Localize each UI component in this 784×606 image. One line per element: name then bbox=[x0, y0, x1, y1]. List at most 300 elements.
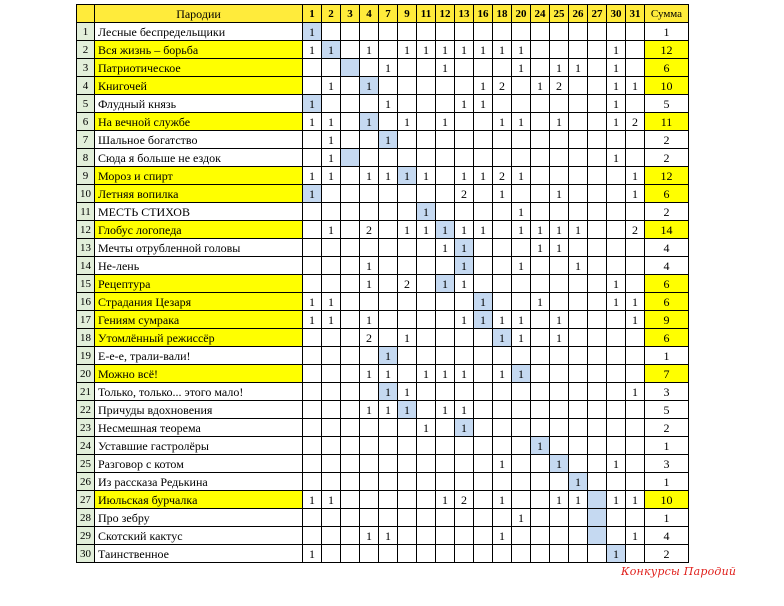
vote-cell bbox=[493, 23, 512, 41]
vote-cell: 1 bbox=[512, 329, 531, 347]
vote-cell: 1 bbox=[436, 365, 455, 383]
vote-cell bbox=[607, 473, 626, 491]
table-row bbox=[77, 221, 689, 239]
vote-cell: 1 bbox=[626, 293, 645, 311]
vote-cell bbox=[569, 365, 588, 383]
vote-cell bbox=[512, 455, 531, 473]
vote-cell: 1 bbox=[474, 95, 493, 113]
vote-cell bbox=[341, 419, 360, 437]
vote-cell: 1 bbox=[455, 239, 474, 257]
vote-cell: 1 bbox=[607, 149, 626, 167]
header-judge: 16 bbox=[474, 5, 493, 23]
vote-cell: 1 bbox=[417, 41, 436, 59]
vote-cell bbox=[512, 545, 531, 563]
vote-cell bbox=[322, 239, 341, 257]
vote-cell bbox=[455, 473, 474, 491]
vote-cell: 1 bbox=[493, 41, 512, 59]
vote-cell bbox=[512, 491, 531, 509]
vote-cell: 1 bbox=[303, 293, 322, 311]
vote-cell: 1 bbox=[474, 293, 493, 311]
vote-cell bbox=[588, 167, 607, 185]
vote-cell: 1 bbox=[512, 41, 531, 59]
table-row bbox=[77, 23, 689, 41]
vote-cell: 1 bbox=[303, 311, 322, 329]
vote-cell bbox=[626, 239, 645, 257]
vote-cell bbox=[398, 527, 417, 545]
table-row bbox=[77, 347, 689, 365]
table-row bbox=[77, 257, 689, 275]
table-row bbox=[77, 419, 689, 437]
row-sum: 2 bbox=[645, 149, 689, 167]
vote-cell bbox=[550, 545, 569, 563]
vote-cell bbox=[493, 401, 512, 419]
vote-cell bbox=[436, 473, 455, 491]
vote-cell bbox=[379, 221, 398, 239]
vote-cell: 1 bbox=[303, 491, 322, 509]
vote-cell bbox=[417, 473, 436, 491]
row-sum: 1 bbox=[645, 23, 689, 41]
vote-cell: 1 bbox=[493, 527, 512, 545]
parody-title: Можно всё! bbox=[95, 365, 303, 383]
vote-cell bbox=[569, 383, 588, 401]
vote-cell: 2 bbox=[360, 221, 379, 239]
vote-cell: 1 bbox=[360, 401, 379, 419]
vote-cell bbox=[588, 329, 607, 347]
vote-cell: 2 bbox=[360, 329, 379, 347]
vote-cell bbox=[303, 221, 322, 239]
vote-cell bbox=[531, 455, 550, 473]
vote-cell bbox=[322, 419, 341, 437]
vote-cell bbox=[531, 185, 550, 203]
vote-cell bbox=[303, 329, 322, 347]
vote-cell: 1 bbox=[322, 293, 341, 311]
vote-cell: 1 bbox=[303, 185, 322, 203]
vote-cell bbox=[569, 347, 588, 365]
vote-cell bbox=[379, 113, 398, 131]
vote-cell: 1 bbox=[360, 275, 379, 293]
header-judge: 24 bbox=[531, 5, 550, 23]
vote-cell bbox=[531, 23, 550, 41]
vote-cell bbox=[550, 149, 569, 167]
vote-cell: 1 bbox=[607, 275, 626, 293]
vote-cell bbox=[569, 419, 588, 437]
parody-title: Про зебру bbox=[95, 509, 303, 527]
vote-cell bbox=[531, 95, 550, 113]
vote-cell bbox=[512, 401, 531, 419]
vote-cell: 1 bbox=[303, 167, 322, 185]
parody-title: Страдания Цезаря bbox=[95, 293, 303, 311]
vote-cell bbox=[493, 149, 512, 167]
vote-cell bbox=[455, 437, 474, 455]
vote-cell bbox=[588, 239, 607, 257]
vote-cell: 1 bbox=[474, 221, 493, 239]
vote-cell: 1 bbox=[550, 59, 569, 77]
vote-cell: 1 bbox=[360, 365, 379, 383]
vote-cell bbox=[588, 41, 607, 59]
parody-title: Гениям сумрака bbox=[95, 311, 303, 329]
parody-title: На вечной службе bbox=[95, 113, 303, 131]
vote-cell bbox=[417, 113, 436, 131]
vote-cell bbox=[360, 203, 379, 221]
vote-cell bbox=[436, 203, 455, 221]
vote-cell bbox=[398, 491, 417, 509]
row-number: 5 bbox=[77, 95, 95, 113]
vote-cell bbox=[341, 149, 360, 167]
vote-cell bbox=[322, 527, 341, 545]
vote-cell bbox=[493, 257, 512, 275]
vote-cell: 1 bbox=[626, 185, 645, 203]
vote-cell bbox=[626, 401, 645, 419]
vote-cell bbox=[360, 293, 379, 311]
vote-cell: 1 bbox=[474, 41, 493, 59]
vote-cell bbox=[474, 401, 493, 419]
vote-cell bbox=[531, 401, 550, 419]
vote-cell bbox=[569, 131, 588, 149]
vote-cell bbox=[417, 59, 436, 77]
vote-cell bbox=[626, 329, 645, 347]
vote-cell bbox=[550, 41, 569, 59]
parody-title: Летняя вопилка bbox=[95, 185, 303, 203]
vote-cell bbox=[607, 131, 626, 149]
vote-cell: 1 bbox=[417, 419, 436, 437]
row-sum: 1 bbox=[645, 437, 689, 455]
vote-cell bbox=[303, 257, 322, 275]
vote-cell bbox=[455, 77, 474, 95]
vote-cell bbox=[531, 113, 550, 131]
vote-cell bbox=[379, 545, 398, 563]
signature-watermark: Конкурсы Пародий bbox=[621, 565, 737, 578]
vote-cell bbox=[550, 365, 569, 383]
vote-cell bbox=[607, 401, 626, 419]
vote-cell bbox=[531, 545, 550, 563]
parody-title: Е-е-е, трали-вали! bbox=[95, 347, 303, 365]
vote-cell bbox=[588, 347, 607, 365]
vote-cell bbox=[474, 527, 493, 545]
row-sum: 11 bbox=[645, 113, 689, 131]
header-judge: 20 bbox=[512, 5, 531, 23]
vote-cell bbox=[341, 59, 360, 77]
vote-cell: 1 bbox=[512, 311, 531, 329]
vote-cell bbox=[398, 419, 417, 437]
vote-cell bbox=[360, 455, 379, 473]
vote-cell bbox=[341, 95, 360, 113]
row-sum: 6 bbox=[645, 293, 689, 311]
vote-cell bbox=[474, 545, 493, 563]
header-judge: 30 bbox=[607, 5, 626, 23]
header-judge: 31 bbox=[626, 5, 645, 23]
vote-cell bbox=[607, 311, 626, 329]
header-judge: 25 bbox=[550, 5, 569, 23]
table-row bbox=[77, 509, 689, 527]
vote-cell: 1 bbox=[303, 95, 322, 113]
vote-cell bbox=[455, 383, 474, 401]
vote-cell bbox=[436, 185, 455, 203]
vote-cell bbox=[322, 347, 341, 365]
vote-cell bbox=[493, 419, 512, 437]
vote-cell bbox=[436, 293, 455, 311]
vote-cell: 1 bbox=[455, 167, 474, 185]
vote-cell bbox=[569, 437, 588, 455]
vote-cell bbox=[417, 545, 436, 563]
vote-cell bbox=[607, 239, 626, 257]
parody-title: Лесные беспредельщики bbox=[95, 23, 303, 41]
vote-cell: 1 bbox=[379, 527, 398, 545]
vote-cell bbox=[531, 131, 550, 149]
parody-title: Книгочей bbox=[95, 77, 303, 95]
vote-cell: 2 bbox=[493, 167, 512, 185]
vote-cell bbox=[588, 149, 607, 167]
row-number: 10 bbox=[77, 185, 95, 203]
vote-cell bbox=[379, 203, 398, 221]
vote-cell bbox=[531, 365, 550, 383]
vote-cell bbox=[474, 347, 493, 365]
vote-cell bbox=[626, 149, 645, 167]
vote-cell bbox=[303, 509, 322, 527]
vote-cell bbox=[417, 275, 436, 293]
vote-cell bbox=[303, 437, 322, 455]
vote-cell bbox=[379, 77, 398, 95]
vote-cell bbox=[360, 419, 379, 437]
vote-cell bbox=[436, 167, 455, 185]
vote-cell bbox=[531, 149, 550, 167]
vote-cell: 1 bbox=[455, 365, 474, 383]
vote-cell bbox=[588, 221, 607, 239]
vote-cell bbox=[569, 545, 588, 563]
vote-cell: 1 bbox=[360, 257, 379, 275]
vote-cell bbox=[493, 203, 512, 221]
vote-cell bbox=[512, 149, 531, 167]
vote-cell: 2 bbox=[626, 113, 645, 131]
vote-cell: 1 bbox=[569, 473, 588, 491]
vote-cell bbox=[341, 23, 360, 41]
vote-cell bbox=[512, 473, 531, 491]
table-row bbox=[77, 383, 689, 401]
vote-cell bbox=[512, 293, 531, 311]
vote-cell: 1 bbox=[550, 113, 569, 131]
vote-cell bbox=[493, 95, 512, 113]
row-number: 29 bbox=[77, 527, 95, 545]
vote-cell: 1 bbox=[607, 491, 626, 509]
vote-cell bbox=[588, 185, 607, 203]
vote-cell bbox=[455, 23, 474, 41]
table-row bbox=[77, 329, 689, 347]
row-number: 9 bbox=[77, 167, 95, 185]
vote-cell: 1 bbox=[531, 221, 550, 239]
vote-cell bbox=[512, 23, 531, 41]
vote-cell bbox=[341, 437, 360, 455]
vote-cell bbox=[531, 41, 550, 59]
vote-cell bbox=[436, 509, 455, 527]
row-sum: 4 bbox=[645, 239, 689, 257]
vote-cell bbox=[493, 347, 512, 365]
vote-cell bbox=[379, 419, 398, 437]
vote-cell: 2 bbox=[455, 491, 474, 509]
vote-cell bbox=[512, 131, 531, 149]
header-judge: 3 bbox=[341, 5, 360, 23]
vote-cell: 1 bbox=[607, 293, 626, 311]
vote-cell bbox=[341, 293, 360, 311]
vote-cell bbox=[493, 383, 512, 401]
vote-cell: 1 bbox=[493, 113, 512, 131]
vote-cell: 1 bbox=[607, 545, 626, 563]
vote-cell bbox=[493, 437, 512, 455]
parody-title: Из рассказа Редькина bbox=[95, 473, 303, 491]
vote-cell bbox=[379, 275, 398, 293]
vote-cell bbox=[303, 473, 322, 491]
vote-cell bbox=[550, 509, 569, 527]
row-sum: 2 bbox=[645, 203, 689, 221]
vote-cell bbox=[417, 23, 436, 41]
vote-cell: 1 bbox=[303, 41, 322, 59]
row-number: 15 bbox=[77, 275, 95, 293]
vote-cell: 1 bbox=[512, 365, 531, 383]
vote-cell bbox=[322, 257, 341, 275]
vote-cell bbox=[512, 527, 531, 545]
vote-cell: 1 bbox=[360, 527, 379, 545]
vote-cell: 1 bbox=[569, 491, 588, 509]
table-row bbox=[77, 95, 689, 113]
vote-cell: 1 bbox=[607, 41, 626, 59]
vote-cell bbox=[379, 149, 398, 167]
vote-cell bbox=[474, 257, 493, 275]
row-number: 25 bbox=[77, 455, 95, 473]
vote-cell bbox=[588, 401, 607, 419]
vote-cell bbox=[360, 545, 379, 563]
vote-cell: 1 bbox=[398, 401, 417, 419]
vote-cell bbox=[569, 509, 588, 527]
vote-cell bbox=[569, 329, 588, 347]
vote-cell: 1 bbox=[493, 455, 512, 473]
vote-cell bbox=[512, 419, 531, 437]
vote-cell bbox=[379, 23, 398, 41]
vote-cell bbox=[474, 149, 493, 167]
vote-cell bbox=[626, 203, 645, 221]
parody-title: Глобус логопеда bbox=[95, 221, 303, 239]
table-row bbox=[77, 41, 689, 59]
vote-cell bbox=[531, 347, 550, 365]
vote-cell bbox=[341, 347, 360, 365]
parody-title: МЕСТЬ СТИХОВ bbox=[95, 203, 303, 221]
vote-cell bbox=[626, 95, 645, 113]
vote-cell bbox=[379, 329, 398, 347]
vote-cell bbox=[569, 401, 588, 419]
vote-cell bbox=[398, 131, 417, 149]
vote-cell bbox=[626, 41, 645, 59]
row-sum: 1 bbox=[645, 509, 689, 527]
row-number: 3 bbox=[77, 59, 95, 77]
vote-cell: 2 bbox=[550, 77, 569, 95]
header-judge: 1 bbox=[303, 5, 322, 23]
vote-cell bbox=[588, 131, 607, 149]
vote-cell: 1 bbox=[512, 509, 531, 527]
vote-cell: 1 bbox=[436, 113, 455, 131]
vote-cell bbox=[398, 95, 417, 113]
vote-cell bbox=[417, 509, 436, 527]
vote-cell bbox=[379, 185, 398, 203]
vote-cell bbox=[341, 545, 360, 563]
vote-cell: 1 bbox=[607, 95, 626, 113]
vote-cell bbox=[588, 509, 607, 527]
header-judge: 26 bbox=[569, 5, 588, 23]
vote-cell bbox=[569, 41, 588, 59]
vote-cell: 1 bbox=[626, 167, 645, 185]
vote-cell: 1 bbox=[531, 77, 550, 95]
vote-cell bbox=[607, 167, 626, 185]
vote-cell bbox=[531, 419, 550, 437]
vote-cell bbox=[341, 329, 360, 347]
vote-cell: 1 bbox=[436, 239, 455, 257]
vote-cell bbox=[531, 329, 550, 347]
vote-cell bbox=[341, 509, 360, 527]
vote-cell bbox=[455, 131, 474, 149]
vote-cell: 1 bbox=[398, 167, 417, 185]
vote-cell bbox=[550, 203, 569, 221]
vote-cell bbox=[436, 131, 455, 149]
vote-cell: 1 bbox=[417, 365, 436, 383]
vote-cell: 1 bbox=[531, 293, 550, 311]
vote-cell bbox=[417, 239, 436, 257]
header-judge: 4 bbox=[360, 5, 379, 23]
vote-cell bbox=[455, 347, 474, 365]
parody-title: Патриотическое bbox=[95, 59, 303, 77]
vote-cell: 1 bbox=[360, 311, 379, 329]
results-table bbox=[76, 4, 689, 563]
vote-cell: 1 bbox=[436, 59, 455, 77]
table-row bbox=[77, 437, 689, 455]
vote-cell: 1 bbox=[379, 365, 398, 383]
vote-cell bbox=[322, 275, 341, 293]
row-sum: 4 bbox=[645, 527, 689, 545]
vote-cell bbox=[474, 491, 493, 509]
vote-cell bbox=[322, 455, 341, 473]
header-judge: 27 bbox=[588, 5, 607, 23]
table-body bbox=[77, 23, 689, 563]
vote-cell bbox=[379, 239, 398, 257]
row-number: 6 bbox=[77, 113, 95, 131]
row-number: 26 bbox=[77, 473, 95, 491]
vote-cell bbox=[607, 23, 626, 41]
vote-cell bbox=[379, 41, 398, 59]
vote-cell bbox=[436, 23, 455, 41]
vote-cell: 1 bbox=[455, 95, 474, 113]
vote-cell bbox=[588, 419, 607, 437]
vote-cell bbox=[569, 23, 588, 41]
vote-cell bbox=[303, 149, 322, 167]
vote-cell bbox=[436, 347, 455, 365]
vote-cell bbox=[322, 185, 341, 203]
vote-cell bbox=[493, 239, 512, 257]
vote-cell: 1 bbox=[550, 221, 569, 239]
vote-cell bbox=[417, 311, 436, 329]
vote-cell: 1 bbox=[322, 311, 341, 329]
parody-title: Не-лень bbox=[95, 257, 303, 275]
vote-cell bbox=[417, 491, 436, 509]
vote-cell bbox=[588, 473, 607, 491]
vote-cell: 1 bbox=[531, 437, 550, 455]
vote-cell bbox=[588, 257, 607, 275]
row-number: 14 bbox=[77, 257, 95, 275]
vote-cell: 1 bbox=[398, 383, 417, 401]
vote-cell: 1 bbox=[569, 257, 588, 275]
vote-cell bbox=[493, 293, 512, 311]
vote-cell bbox=[531, 527, 550, 545]
vote-cell: 1 bbox=[550, 491, 569, 509]
parody-title: Утомлённый режиссёр bbox=[95, 329, 303, 347]
vote-cell bbox=[588, 491, 607, 509]
vote-cell bbox=[360, 131, 379, 149]
vote-cell: 1 bbox=[398, 113, 417, 131]
vote-cell bbox=[379, 473, 398, 491]
